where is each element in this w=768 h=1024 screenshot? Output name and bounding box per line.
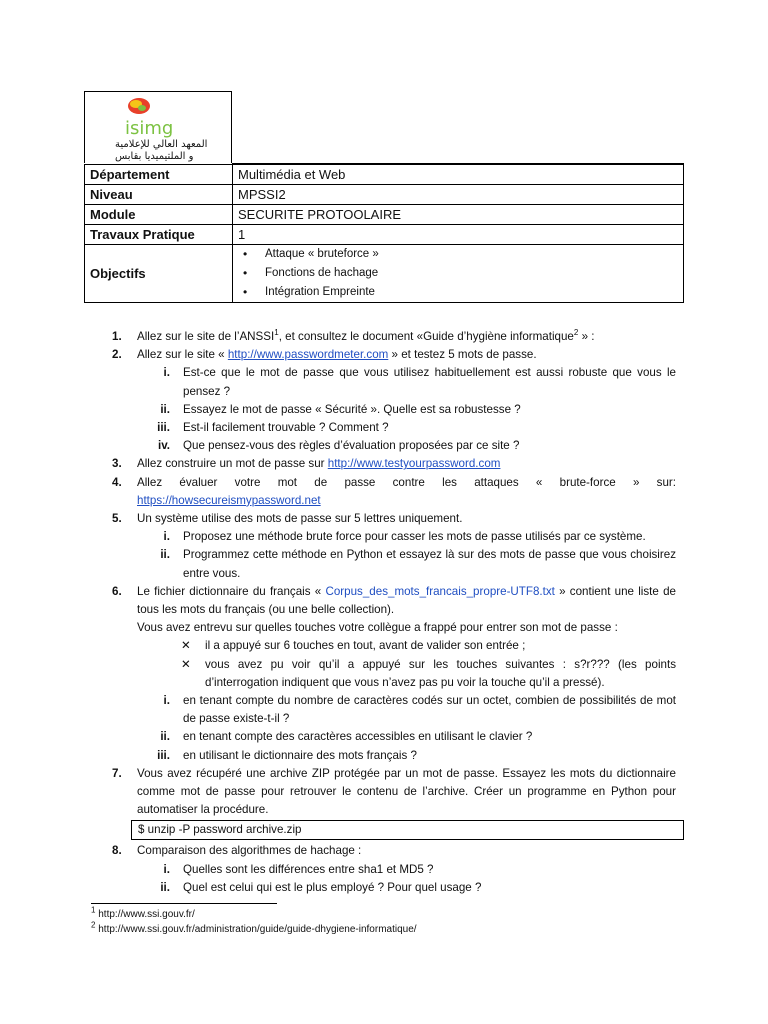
cross-item: ✕ il a appuyé sur 6 touches en tout, avant de valider son entrée ; — [0, 637, 768, 655]
list-item: • Attaque « bruteforce » — [233, 245, 683, 264]
footnote-2: $^2$ http://www.ssi.gouv.fr/administration/guide/guide-dhygiene-informatique/ — [91, 920, 417, 935]
testyourpassword-link[interactable]: http://www.testyourpassword.com — [327, 457, 501, 471]
sub-question: iii. Est-il facilement trouvable ? Comment ? — [157, 421, 389, 435]
logo-arabic-line-1: المعهد العالي للإعلامية — [115, 139, 208, 150]
cross-item: ✕ vous avez pu voir qu’il a appuyé sur les touches suivantes : s?r??? (les points d’interrogation indiquent que vous n’avez pas pu voir la touche qu’il a pressé). — [181, 657, 676, 689]
svg-text:isimg: isimg — [125, 118, 174, 139]
question-7: 7. Vous avez récupéré une archive ZIP protégée par un mot de passe. Essayez les mots du dictionnaire comme mot de passe pour retrouver le contenu de l’archive. Créer un programme en Python pour automatiser la procédure. — [112, 766, 676, 817]
corpus-file-name: Corpus_des_mots_francais_propre-UTF8.txt — [325, 584, 555, 598]
question-number: 1. — [112, 330, 122, 343]
question-1: 1. Allez sur le site de l’ANSSI$^1$, et consultez le document «Guide d’hygiène informatique$^2$ » : — [0, 328, 768, 346]
question-number: 7. — [112, 766, 122, 780]
exercise-body: 1. Allez sur le site de l’ANSSI$^1$, et consultez le document «Guide d’hygiène informatique$^2$ » : 2. Allez sur le site « http://www.passwordmeter.com » et testez 5 mots de passe. i. Est-ce que le mot de passe que vous utilisez habituellement est aussi robuste que vous le pensez ? ii. Essayez le mot de passe « Sécurité ». Quelle est sa robustesse ? iii. Est-il facilement trouvable ? Comment ? iv. Que pensez-vous des règles d’évaluation proposées par ce site ? 3. Allez construire un mot de passe sur http://www.testyourpassword.com 4. Allez évaluer votre mot de passe contre les attaques « brute-force » sur: https://howsecureismypassword.net 5. Un système utilise des mots de passe sur 5 lettres uniquement. i. Proposez une méthode brute force pour casser les mots de passe utilisés par ce système. ii. Programmez cette méthode en Python et essayez là sur des mots de passe que vous choisirez entre vous. 6. Le fichier dictionnaire du français « Corpus_des_mots_francais_propre-UTF8.txt » contient une liste de tous les mots du français (ou une belle collection). Vous avez entrevu sur quelles touches votre collègue a frappé pour entrer son mot de passe : ✕ il a appuyé sur 6 touches en tout, avant de valider son entrée ; ✕ vous avez pu voir qu’il a appuyé sur les touches suivantes : s?r??? (les points d’interrogation indiquent que vous n’avez pas pu voir la touche qu’il a pressé). i. en tenant compte du nombre de caractères codés sur un octet, combien de possibilités de mot de passe existe-t-il ? ii. en tenant compte des caractères accessibles en utilisant le clavier ? iii. en utilisant le dictionnaire des mots français ? 7. Vous avez récupéré une archive ZIP protégée par un mot de passe. Essayez les mots du dictionnaire comme mot de passe pour retrouver le contenu de l’archive. Créer un programme en Python pour automatiser la procédure. $ unzip -P password archive.zip 8. Comparaison des algorithmes de hachage : i. Quelles sont les différences entre sha1 et MD5 ? ii. Quel est celui qui est le plus employé ? Pour quel usage ? — [0, 328, 768, 897]
sub-question: i. en tenant compte du nombre de caractères codés sur un octet, combien de possibilités de mot de passe existe-t-il ? — [163, 694, 676, 726]
question-number: 5. — [112, 512, 122, 526]
list-item: • Intégration Empreinte — [233, 283, 683, 302]
row-value: 1 — [233, 225, 684, 245]
footnote-separator — [91, 903, 277, 904]
command-box: $ unzip -P password archive.zip — [131, 820, 684, 840]
sub-question: ii. Programmez cette méthode en Python et essayez là sur des mots de passe que vous choisirez entre vous. — [160, 548, 676, 580]
row-value: MPSSI2 — [233, 185, 684, 205]
footnote-ref[interactable]: 2 — [573, 328, 579, 338]
question-number: 4. — [112, 475, 122, 489]
objectifs-list — [233, 245, 683, 302]
table-row — [85, 185, 684, 205]
question-8: 8. Comparaison des algorithmes de hachage : — [0, 842, 768, 860]
row-key: Travaux Pratique — [85, 225, 233, 245]
list-item: • Fonctions de hachage — [233, 264, 683, 283]
cross-icon: ✕ — [181, 639, 191, 653]
question-3: 3. Allez construire un mot de passe sur http://www.testyourpassword.com — [0, 455, 768, 473]
sub-question: iii. en utilisant le dictionnaire des mots français ? — [157, 748, 417, 762]
table-row — [85, 205, 684, 225]
header-table — [84, 91, 684, 303]
question-5: 5. Un système utilise des mots de passe sur 5 lettres uniquement. — [0, 510, 768, 528]
logo-arabic-line-2: و الملتيميديا بقابس — [115, 151, 194, 162]
table-row — [85, 165, 684, 185]
cross-icon: ✕ — [181, 657, 191, 671]
sub-question: i. Quelles sont les différences entre sha1 et MD5 ? — [163, 862, 434, 876]
table-row-objectifs — [85, 245, 684, 303]
row-key: Niveau — [85, 185, 233, 205]
course-info-table — [84, 164, 684, 303]
footnote-1: $^1$ http://www.ssi.gouv.fr/ — [91, 905, 195, 920]
row-value: SECURITE PROTOOLAIRE — [233, 205, 684, 225]
question-number: 3. — [112, 457, 122, 471]
question-2: 2. Allez sur le site « http://www.passwordmeter.com » et testez 5 mots de passe. — [0, 346, 768, 364]
sub-question: iv. Que pensez-vous des règles d’évaluation proposées par ce site ? — [157, 439, 520, 453]
question-6: 6. Le fichier dictionnaire du français « Corpus_des_mots_francais_propre-UTF8.txt » contient une liste de tous les mots du français (ou une belle collection). — [112, 584, 676, 617]
row-key: Module — [85, 205, 233, 225]
question-4: 4. Allez évaluer votre mot de passe contre les attaques « brute-force » sur: https://howsecureismypassword.net — [112, 475, 676, 507]
sub-question: ii. en tenant compte des caractères accessibles en utilisant le clavier ? — [160, 730, 533, 744]
question-number: 2. — [112, 348, 122, 362]
question-number: 6. — [112, 584, 122, 598]
sub-question: ii. Quel est celui qui est le plus employé ? Pour quel usage ? — [160, 880, 482, 894]
row-key: Objectifs — [85, 245, 233, 303]
sub-question: i. Proposez une méthode brute force pour casser les mots de passe utilisés par ce système. — [163, 530, 646, 544]
row-value: Multimédia et Web — [233, 165, 684, 185]
passwordmeter-link[interactable]: http://www.passwordmeter.com — [227, 348, 389, 362]
question-number: 8. — [112, 844, 122, 858]
logo-cell — [84, 91, 232, 163]
footnote-ref[interactable]: 1 — [274, 328, 279, 338]
table-row — [85, 225, 684, 245]
school-logo-icon — [121, 96, 191, 140]
howsecure-link[interactable]: https://howsecureismypassword.net — [137, 493, 321, 507]
row-key: Département — [85, 165, 233, 185]
sub-question: i. Est-ce que le mot de passe que vous utilisez habituellement est aussi robuste que vous le pensez ? — [163, 366, 676, 398]
sub-question: ii. Essayez le mot de passe « Sécurité ». Quelle est sa robustesse ? — [160, 402, 521, 416]
